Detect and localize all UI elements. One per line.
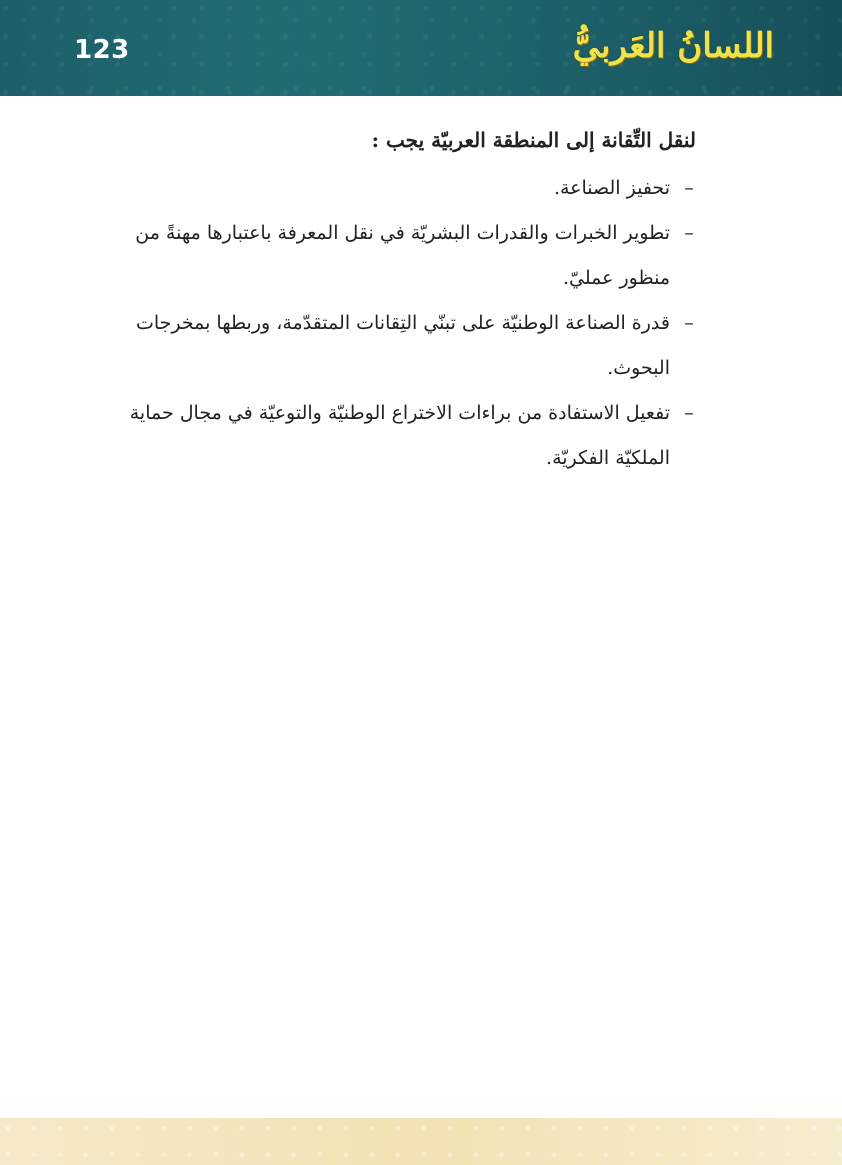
- page-header-band: [0, 0, 842, 96]
- bullet-list: [110, 166, 694, 481]
- dash-marker: –: [684, 312, 694, 334]
- dash-marker: –: [684, 177, 694, 199]
- list-item-text: تطوير الخبرات والقدرات البشريّة في نقل المعرفة باعتبارها مهنةً من منظور عمليّ.: [135, 222, 670, 289]
- list-item: [110, 301, 694, 391]
- page-number: 123: [74, 35, 130, 65]
- dash-marker: –: [684, 402, 694, 424]
- dash-marker: –: [684, 222, 694, 244]
- list-item-text: تحفيز الصناعة.: [553, 177, 670, 199]
- page-content: [110, 122, 696, 481]
- list-item: [110, 391, 694, 481]
- list-item-text: قدرة الصناعة الوطنيّة على تبنّي التِقانات المتقدّمة، وربطها بمخرجات البحوث.: [135, 312, 670, 379]
- list-item-text: تفعيل الاستفادة من براءات الاختراع الوطنيّة والتوعيّة في مجال حماية الملكيّة الفكريّة.: [129, 402, 670, 469]
- page-footer-band: [0, 1118, 842, 1165]
- list-item: [110, 166, 694, 211]
- book-title-logo: اللسانُ العَربيُّ: [572, 26, 774, 66]
- section-intro: لنقل التِّقانة إلى المنطقة العربيّة يجب :: [371, 128, 696, 152]
- list-item: [110, 211, 694, 301]
